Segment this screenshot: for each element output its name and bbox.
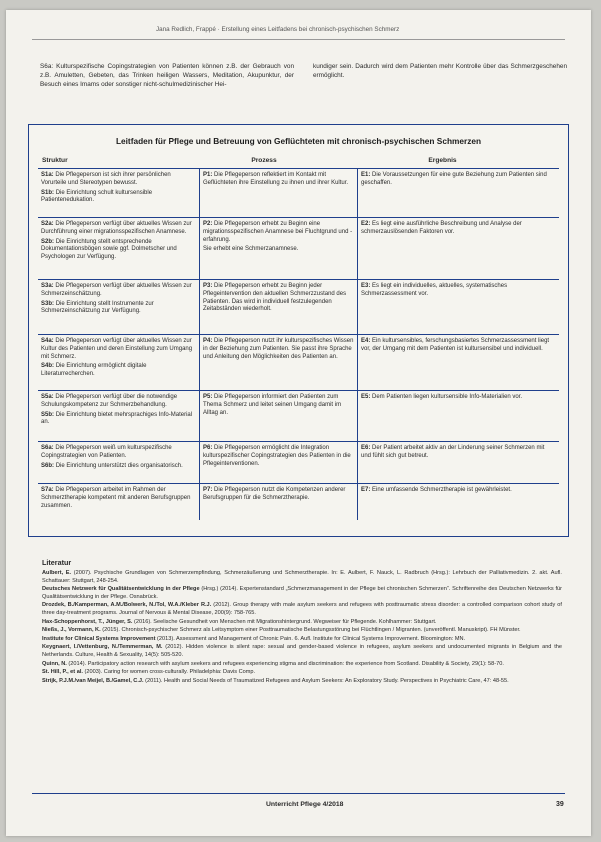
- literature-text: (2003). Caring for women cross-culturally. Philadelphia: Davis Comp.: [84, 669, 256, 676]
- guideline-item-code: P4:: [203, 338, 213, 344]
- guideline-item-code: P3:: [203, 283, 213, 289]
- literature-text: (2007). Psychische Grundlagen von Schmerzempfindung, Schmerzäußerung und Schmerztherapie. In: E. Aulbert, F. Nauck, L. Radbruch (Hrsg.): Lehrbuch der Palliativmedizin. 2. akt. Aufl. Schattauer: Stuttgart, 248-254.: [42, 570, 562, 584]
- guideline-column-headers: [38, 155, 559, 167]
- guideline-row: [38, 279, 559, 334]
- header-rule: [32, 39, 565, 40]
- literature-text: (2013). Assessment and Management of Chronic Pain. 6. Aufl. Institute for Clinical Systems Improvement. Bloomington: MN.: [157, 635, 466, 642]
- literature-text: (2012). Hidden violence is silent rape: sexual and gender-based violence in refugees, asylum seekers and undocumented migrants in Belgium and the Netherlands. Culture, Health & Sexuality, 14(5): 505-520.: [42, 644, 562, 658]
- guideline-row: [38, 483, 559, 520]
- guideline-item-text: Eine umfassende Schmerztherapie ist gewährleistet.: [372, 487, 512, 493]
- guideline-item-code: P2:: [203, 221, 213, 227]
- guideline-item-code: E4:: [361, 338, 371, 344]
- guideline-cell-ergebnis: [358, 391, 559, 441]
- guideline-item-text: Die Pflegeperson verfügt über aktuelles Wissen zur Kultur des Patienten und deren Einstellung zum Umgang mit Schmerz.: [41, 338, 193, 360]
- literature-entry: [42, 602, 562, 617]
- guideline-cell-prozess: [200, 335, 358, 390]
- guideline-item-code: S4b:: [41, 363, 55, 370]
- literature-text: (2014). Participatory action research with asylum seekers and refugees experiencing stigma and discrimination: the experience from Scotland. Disability & Society, 29(1): 58-70.: [68, 660, 504, 667]
- guideline-item-text: Es liegt eine ausführliche Beschreibung und Analyse der schmerzauslösenden Faktoren vor.: [361, 221, 522, 235]
- page-number: 39: [556, 801, 564, 808]
- guideline-item-code: S5a:: [41, 394, 54, 400]
- literature-entry: [42, 586, 562, 601]
- guideline-cell-prozess: [200, 391, 358, 441]
- guideline-item-text: Die Pflegeperson arbeitet im Rahmen der Schmerztherapie kompetent mit anderen Berufsgruppen zusammen.: [41, 487, 191, 509]
- literature-entry: [42, 669, 562, 677]
- guideline-item-text: Die Pflegeperson verfügt über aktuelles Wissen zur Durchführung einer migrationsspezifischen Anamnese.: [41, 221, 192, 235]
- footer-rule: [32, 793, 565, 794]
- guideline-item-code: E7:: [361, 487, 371, 493]
- guideline-item-text: Die Pflegeperson erhebt zu Beginn jeder Pflegeintervention den aktuellen Schmerzzustand des Patienten. Das wird in individuell festzulegenden Zeitabständen wiederholt.: [203, 283, 347, 313]
- guideline-item-code: P7:: [203, 487, 213, 493]
- guideline-item-code: E1:: [361, 172, 371, 178]
- guideline-item: [203, 445, 354, 468]
- guideline-item: [41, 283, 196, 299]
- intro-left-column: S6a: Kulturspezifische Copingstrategien von Patienten können z.B. der Gebrauch von z.B. Amuletten, Gebeten, das Trinken heiligen Wassers, Meditation, Akupunktur, der Besuch eines Imams oder sonstiger nicht-schulmedizinischer Hei-: [40, 63, 294, 89]
- guideline-item-text: Die Einrichtung stellt entsprechende Dokumentationsbögen sowie ggf. Dolmetscher und Psychologen zur Verfügung.: [41, 238, 177, 261]
- guideline-item-text: Die Einrichtung stellt Instrumente zur Schmerzeinschätzung zur Verfügung.: [41, 300, 154, 315]
- guideline-item-text: Die Pflegeperson ermöglicht die Integration kulturspezifischer Copingstrategien des Patienten in die Pflegeinterventionen.: [203, 445, 351, 467]
- guideline-cell-prozess: [200, 218, 358, 279]
- guideline-item: [361, 221, 556, 237]
- guideline-item-code: P5:: [203, 394, 213, 400]
- guideline-cell-struktur: [38, 484, 200, 520]
- guideline-cell-prozess: [200, 484, 358, 520]
- guideline-item: [203, 246, 354, 254]
- literature-author: Keygnaert, I./Vettenburg, N./Temmerman, M.: [42, 644, 163, 651]
- guideline-item-code: S5b:: [41, 411, 55, 418]
- literature-text: (2016). Seelische Gesundheit von Menschen mit Migrationshintergrund. Wegweiser für Pflegende. Kohlhammer: Stuttgart.: [134, 618, 437, 625]
- guideline-item-code: S2a:: [41, 221, 54, 227]
- guideline-item: [203, 172, 354, 188]
- literature-author: Institute for Clinical Systems Improvement: [42, 635, 156, 642]
- guideline-cell-ergebnis: [358, 169, 559, 217]
- guideline-cell-struktur: [38, 391, 200, 441]
- guideline-item: [41, 221, 196, 237]
- guideline-item-text: Die Pflegeperson reflektiert im Kontakt mit Geflüchteten ihre Einstellung zu ihnen und ihrer Kultur.: [203, 172, 349, 186]
- guideline-item-text: Die Pflegeperson nutzt ihr kulturspezifisches Wissen in der Beziehung zum Patienten. Sie passt ihre Sprache und Anleitung den Möglichkeiten des Patienten an.: [203, 338, 354, 360]
- literature-entry: [42, 678, 562, 686]
- guideline-item-text: Ein kultursensibles, ferschungsbasiertes Schmerzassessment liegt vor, der Umgang mit dem Patienten ist kultursensibel und individuell.: [361, 338, 550, 352]
- guideline-item: [361, 172, 556, 188]
- guideline-item: [41, 190, 196, 206]
- guideline-item-text: Die Voraussetzungen für eine gute Beziehung zum Patienten sind geschaffen.: [361, 172, 547, 186]
- guideline-item: [41, 412, 196, 428]
- guideline-item-text: Die Einrichtung ermöglicht digitale Literaturrecherchen.: [41, 363, 147, 378]
- guideline-item: [361, 445, 556, 461]
- literature-entry: [42, 661, 562, 669]
- footer-journal: Unterricht Pflege 4/2018: [266, 801, 344, 808]
- guideline-row: [38, 441, 559, 483]
- guideline-item: [361, 487, 556, 495]
- guideline-item: [203, 394, 354, 417]
- guideline-item-text: Sie erhebt eine Schmerzanamnese.: [203, 246, 299, 253]
- guideline-cell-prozess: [200, 169, 358, 217]
- guideline-row: [38, 334, 559, 390]
- guideline-cell-ergebnis: [358, 280, 559, 334]
- literature-entry: [42, 644, 562, 659]
- literature-text: (Hrsg.) (2014). Expertenstandard „Schmerzmanagement in der Pflege bei chronischen Schmerzen“. Schriftenreihe des Deutschen Netzwerks für Qualitätsentwicklung in der Pflege. Osnabrück.: [42, 586, 562, 600]
- guideline-item-text: Der Patient arbeitet aktiv an der Linderung seiner Schmerzen mit und fühlt sich gut betreut.: [361, 445, 545, 459]
- guideline-item: [41, 394, 196, 410]
- literature-author: Quinn, N.: [42, 660, 67, 667]
- guideline-item-text: Die Pflegeperson nutzt die Kompetenzen anderer Berufsgruppen für die Schmerztherapie.: [203, 487, 346, 501]
- guideline-item-code: S7a:: [41, 487, 54, 493]
- literature-entry: [42, 636, 562, 644]
- literature-text: (2015). Chronisch-psychischer Schmerz als Leitsymptom einer Posttraumatische Belastungsstörung bei Flüchtlingen / Migranten. (unveröffentl. Manuskript). FH Münster.: [102, 627, 521, 634]
- guideline-item: [203, 221, 354, 244]
- intro-right-column: kundiger sein. Dadurch wird dem Patienten mehr Kontrolle über das Schmerzgeschehen ermöglicht.: [313, 63, 567, 80]
- literature-list: [42, 570, 562, 686]
- guideline-item-text: Die Einrichtung bietet mehrsprachiges Info-Material an.: [41, 411, 193, 426]
- guideline-item: [203, 487, 354, 503]
- guideline-item: [41, 463, 196, 471]
- guideline-item: [41, 301, 196, 317]
- literature-entry: [42, 627, 562, 635]
- column-header-struktur: Struktur: [42, 157, 68, 164]
- guideline-cell-ergebnis: [358, 442, 559, 483]
- guideline-title: Leitfaden für Pflege und Betreuung von Geflüchteten mit chronisch-psychischen Schmerzen: [115, 136, 482, 146]
- guideline-item: [41, 338, 196, 361]
- guideline-item-code: P1:: [203, 172, 213, 178]
- guideline-item-code: E2:: [361, 221, 371, 227]
- guideline-cell-ergebnis: [358, 484, 559, 520]
- column-header-prozess: Prozess: [251, 157, 277, 164]
- literature-heading: Literatur: [42, 558, 72, 567]
- guideline-item-code: S4a:: [41, 338, 54, 344]
- guideline-item: [41, 445, 196, 461]
- guideline-cell-prozess: [200, 442, 358, 483]
- guideline-item: [361, 283, 556, 299]
- guideline-item-code: S6a:: [41, 445, 54, 451]
- guideline-item-text: Die Einrichtung unterstützt dies organisatorisch.: [55, 462, 183, 469]
- guideline-item-code: E5:: [361, 394, 371, 400]
- guideline-row: [38, 168, 559, 217]
- guideline-item: [361, 394, 556, 402]
- literature-author: Strijk, P.J.M./van Meijel, B./Gamel, C.J.: [42, 677, 144, 684]
- guideline-item-code: S6b:: [41, 462, 55, 469]
- literature-author: Deutsches Netzwerk für Qualitätsentwicklung in der Pflege: [42, 586, 200, 593]
- guideline-item-text: Die Pflegeperson weiß um kulturspezifische Copingstrategien von Patienten.: [41, 445, 172, 459]
- guideline-cell-ergebnis: [358, 335, 559, 390]
- guideline-item: [41, 239, 196, 262]
- literature-text: (2012). Group therapy with male asylum seekers and refugees with posttraumatic stress disorder: a controlled comparison cohort study of three day-treatment programs. Journal of Nervous & Mental Disease, 200(9): 758-765.: [42, 602, 562, 616]
- guideline-item-text: Die Pflegeperson verfügt über die notwendige Schulungskompetenz zur Schmerzbehandlung.: [41, 394, 178, 408]
- guideline-item: [41, 363, 196, 379]
- literature-author: Hax-Schoppenhorst, T., Jünger, S.: [42, 618, 133, 625]
- guideline-item: [203, 283, 354, 314]
- guideline-rows: [38, 168, 559, 520]
- guideline-item-text: Es liegt ein individuelles, aktuelles, systematisches Schmerzassessment vor.: [361, 283, 508, 297]
- journal-page: [6, 10, 591, 836]
- column-header-ergebnis: Ergebnis: [428, 157, 457, 164]
- guideline-item-code: S3b:: [41, 300, 55, 307]
- literature-entry: [42, 619, 562, 627]
- intro-paragraph: [32, 62, 566, 114]
- guideline-table: [28, 124, 569, 537]
- guideline-item-text: Die Pflegeperson ist sich ihrer persönlichen Vorurteile und Stereotypen bewusst.: [41, 172, 171, 186]
- guideline-item-code: E6:: [361, 445, 371, 451]
- guideline-item-code: S3a:: [41, 283, 54, 289]
- guideline-cell-struktur: [38, 218, 200, 279]
- guideline-item: [203, 338, 354, 361]
- guideline-item-text: Die Pflegeperson informiert den Patienten zum Thema Schmerz und leitet seinen Umgang damit im Alltag an.: [203, 394, 342, 416]
- guideline-cell-struktur: [38, 169, 200, 217]
- guideline-item-text: Die Einrichtung schult kultursensible Patientenedukation.: [41, 189, 153, 204]
- guideline-row: [38, 217, 559, 279]
- guideline-row: [38, 390, 559, 441]
- guideline-item-code: P6:: [203, 445, 213, 451]
- guideline-cell-ergebnis: [358, 218, 559, 279]
- literature-text: (2011). Health and Social Needs of Traumatized Refugees and Asylum Seekers: An Exploratory Study. Perspectives in Psychiatric Care, 47: 48-55.: [145, 677, 509, 684]
- guideline-item: [41, 172, 196, 188]
- literature-author: Drozdek, B./Kamperman, A.M./Bolwerk, N./Tol, W.A./Kleber R.J.: [42, 602, 212, 609]
- guideline-item-text: Die Pflegeperson verfügt über aktuelles Wissen zur Schmerzeinschätzung.: [41, 283, 192, 297]
- guideline-item-code: S1b:: [41, 189, 55, 196]
- guideline-cell-struktur: [38, 280, 200, 334]
- guideline-item: [361, 338, 556, 354]
- guideline-item-code: E3:: [361, 283, 371, 289]
- guideline-item-code: S2b:: [41, 238, 55, 245]
- literature-author: St. Hill, P., et al.: [42, 669, 83, 676]
- guideline-item-text: Die Pflegeperson erhebt zu Beginn eine migrationsspezifischen Anamnese bei Fluchtgrund und -erfahrung.: [203, 221, 353, 243]
- literature-entry: [42, 570, 562, 585]
- guideline-cell-struktur: [38, 442, 200, 483]
- running-head: Jana Redlich, Frappé · Erstellung eines Leitfadens bei chronisch-psychischen Schmerz: [156, 26, 400, 33]
- guideline-cell-struktur: [38, 335, 200, 390]
- literature-author: Nießs, J., Vormann, K.: [42, 627, 101, 634]
- guideline-cell-prozess: [200, 280, 358, 334]
- literature-author: Aulbert, E.: [42, 570, 72, 576]
- guideline-item: [41, 487, 196, 510]
- guideline-item-text: Dem Patienten liegen kultursensible Info-Materialien vor.: [372, 394, 523, 400]
- guideline-item-code: S1a:: [41, 172, 54, 178]
